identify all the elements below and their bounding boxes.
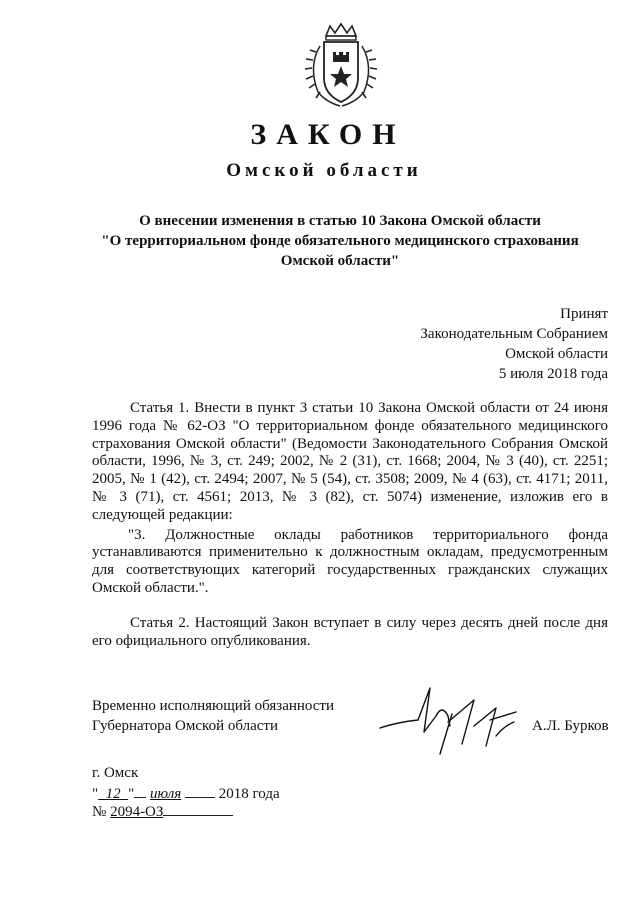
number-prefix: №: [92, 804, 107, 820]
adoption-block: [420, 304, 608, 384]
document-subtitle: Омской области: [226, 160, 422, 181]
law-number: [92, 802, 233, 822]
signer-position-line-1: Временно исполняющий обязанности: [92, 698, 335, 714]
date-blank-2: [185, 785, 215, 798]
adoption-date: 5 июля 2018 года: [498, 366, 608, 382]
handwritten-signature: [378, 686, 528, 758]
signer-name: А.Л. Бурков: [532, 718, 609, 734]
law-heading-line-2: "О территориальном фонде обязательного медицинского страхования: [101, 233, 579, 249]
signing-month: июля: [150, 786, 182, 802]
number-blank: [163, 803, 233, 816]
signing-city: г. Омск: [92, 765, 139, 781]
signing-date: " 12 " июля 2018 года: [92, 786, 280, 802]
date-blank-1: [134, 785, 146, 798]
signing-year: 2018 года: [218, 786, 280, 802]
law-body: [92, 400, 608, 650]
article-2-text: Статья 2. Настоящий Закон вступает в силу через десять дней после дня его официального опубликования.: [92, 614, 608, 649]
coat-of-arms-emblem: [296, 22, 386, 108]
signer-position-line-2: Губернатора Омской области: [92, 718, 278, 734]
law-number-value: 2094-ОЗ: [110, 804, 164, 820]
amendment-quote: "3. Должностные оклады работников территориального фонда устанавливаются применительно к должностным окладам, предусмотренным для соответствующих категорий государственных гражданских служащих Омской области.".: [92, 526, 608, 596]
adoption-line-3: Омской области: [505, 346, 608, 362]
document-title: ЗАКОН: [250, 118, 406, 151]
law-heading-line-1: О внесении изменения в статью 10 Закона Омской области: [139, 213, 541, 229]
law-heading-line-3: Омской области": [280, 253, 400, 269]
law-heading: [60, 211, 620, 271]
adoption-line-2: Законодательным Собранием: [420, 326, 608, 342]
article-1-text: Статья 1. Внести в пункт 3 статьи 10 Закона Омской области от 24 июня 1996 года № 62-ОЗ "О территориальном фонде обязательного медицинского страхования Омской области" (Ведомости Законодательного Собрания Омской области, 1996, № 3, ст. 249; 2002, № 2 (31), ст. 1668; 2004, № 3 (40), ст. 2251; 2005, № 1 (42), ст. 2494; 2007, № 5 (54), ст. 3508; 2009, № 4 (63), ст. 4171; 2011, № 3 (71), ст. 4561; 2013, № 3 (82), ст. 5074) изменение, изложив его в следующей редакции:: [92, 400, 608, 523]
signing-day: 12: [105, 786, 121, 802]
signer-position: [92, 696, 334, 736]
adoption-line-1: Принят: [560, 306, 608, 322]
